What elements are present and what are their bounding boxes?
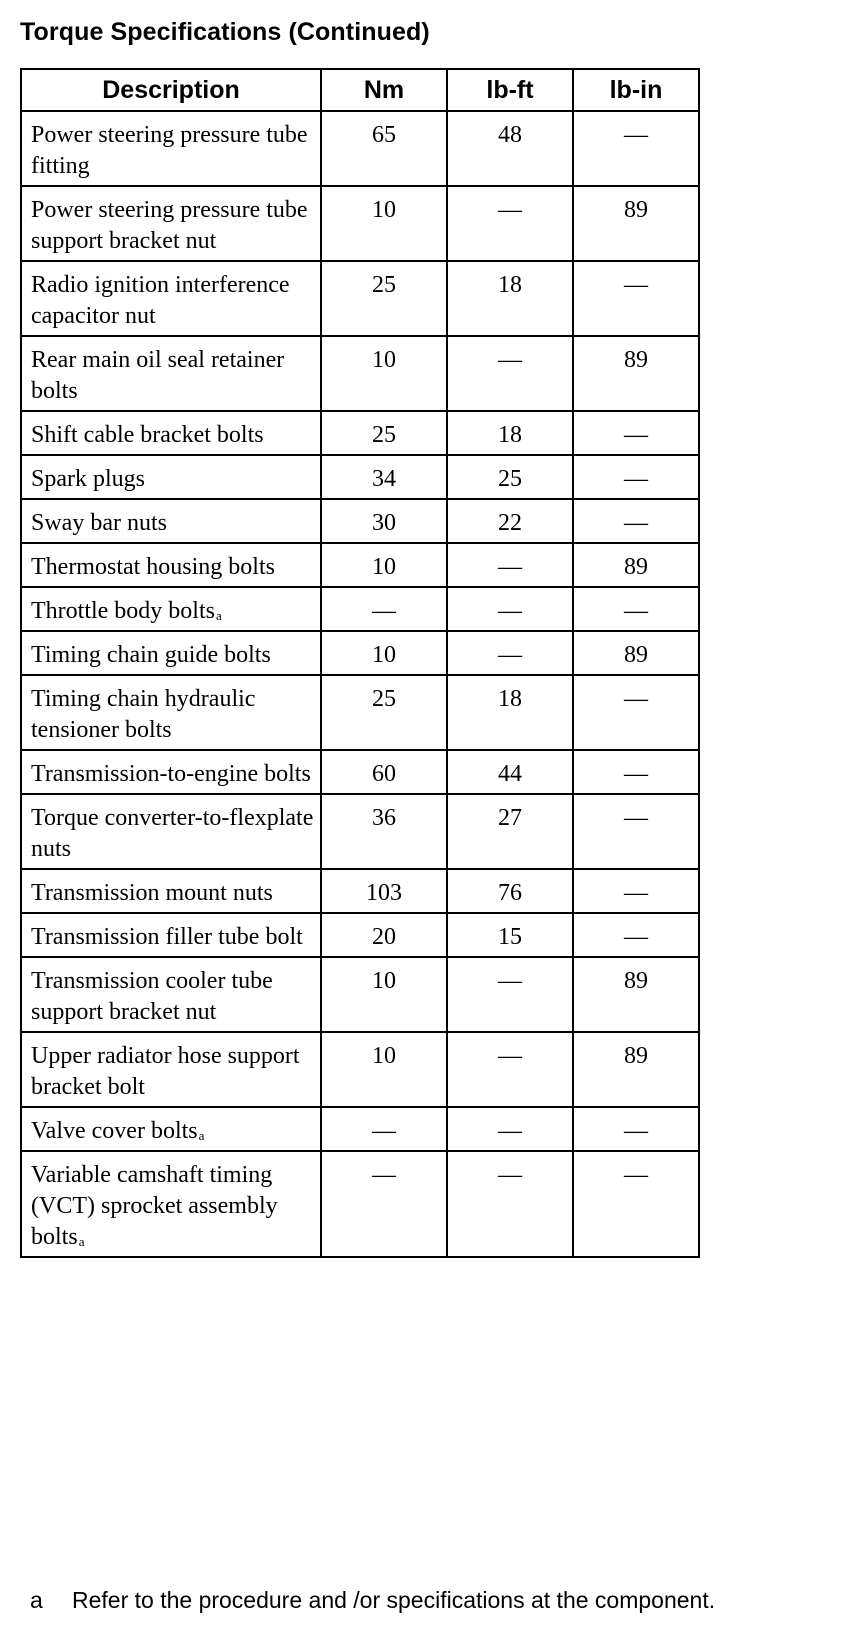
table-row: [21, 631, 699, 675]
cell-lbft: 44: [447, 750, 573, 794]
cell-description: [21, 543, 321, 587]
table-row: [21, 455, 699, 499]
cell-description: [21, 675, 321, 750]
cell-lbin: 89: [573, 336, 699, 411]
table-row: [21, 186, 699, 261]
cell-lbin: 89: [573, 543, 699, 587]
cell-lbft: 22: [447, 499, 573, 543]
cell-lbft: 18: [447, 675, 573, 750]
description-text: Valve cover bolts: [31, 1118, 198, 1144]
description-text: Power steering pressure tube support bracket nut: [31, 197, 308, 254]
cell-description: [21, 869, 321, 913]
description-text: Timing chain hydraulic tensioner bolts: [31, 686, 256, 743]
footnote-ref: a: [215, 608, 222, 623]
cell-description: [21, 957, 321, 1032]
cell-nm: 65: [321, 111, 447, 186]
description-text: Rear main oil seal retainer bolts: [31, 347, 285, 404]
cell-lbft: —: [447, 1032, 573, 1107]
description-text: Transmission filler tube bolt: [31, 924, 303, 950]
description-text: Throttle body bolts: [31, 598, 215, 624]
cell-nm: —: [321, 587, 447, 631]
page-title: Torque Specifications (Continued): [20, 18, 430, 46]
cell-nm: 30: [321, 499, 447, 543]
footnote-ref: a: [198, 1128, 205, 1143]
cell-lbft: —: [447, 1151, 573, 1257]
description-text: Thermostat housing bolts: [31, 554, 275, 580]
table-row: [21, 957, 699, 1032]
cell-description: [21, 1107, 321, 1151]
cell-lbft: —: [447, 587, 573, 631]
header-lbin: lb-in: [573, 69, 699, 111]
footnote-ref: a: [78, 1234, 85, 1249]
cell-lbft: 27: [447, 794, 573, 869]
cell-description: [21, 750, 321, 794]
cell-nm: 10: [321, 336, 447, 411]
header-nm: Nm: [321, 69, 447, 111]
cell-lbin: —: [573, 587, 699, 631]
table-row: [21, 411, 699, 455]
table-row: [21, 1151, 699, 1257]
cell-lbft: 25: [447, 455, 573, 499]
cell-description: [21, 794, 321, 869]
table-row: [21, 261, 699, 336]
description-text: Power steering pressure tube fitting: [31, 122, 308, 179]
cell-nm: 10: [321, 1032, 447, 1107]
cell-lbft: —: [447, 1107, 573, 1151]
cell-description: [21, 336, 321, 411]
cell-nm: 10: [321, 543, 447, 587]
footnote-text: Refer to the procedure and /or specifications at the component.: [72, 1587, 716, 1613]
footnote-mark: a: [30, 1587, 43, 1613]
cell-lbin: 89: [573, 1032, 699, 1107]
description-text: Transmission cooler tube support bracket nut: [31, 968, 273, 1025]
cell-lbin: —: [573, 411, 699, 455]
cell-nm: 20: [321, 913, 447, 957]
cell-lbin: —: [573, 869, 699, 913]
table-row: [21, 1032, 699, 1107]
table-body: [21, 111, 699, 1257]
table-row: [21, 499, 699, 543]
cell-nm: 103: [321, 869, 447, 913]
table-row: [21, 587, 699, 631]
description-text: Transmission-to-engine bolts: [31, 761, 311, 787]
cell-lbin: —: [573, 913, 699, 957]
header-lbft: lb-ft: [447, 69, 573, 111]
cell-lbin: —: [573, 1107, 699, 1151]
cell-description: [21, 111, 321, 186]
table-row: [21, 913, 699, 957]
cell-description: [21, 261, 321, 336]
cell-lbin: —: [573, 261, 699, 336]
cell-lbin: 89: [573, 186, 699, 261]
cell-description: [21, 186, 321, 261]
table-row: [21, 794, 699, 869]
description-text: Upper radiator hose support bracket bolt: [31, 1043, 300, 1100]
torque-spec-table: [20, 68, 700, 1258]
description-text: Variable camshaft timing (VCT) sprocket assembly bolts: [31, 1162, 278, 1250]
cell-lbin: 89: [573, 631, 699, 675]
cell-nm: —: [321, 1151, 447, 1257]
cell-lbft: —: [447, 543, 573, 587]
cell-nm: 10: [321, 957, 447, 1032]
cell-description: [21, 587, 321, 631]
cell-nm: 25: [321, 411, 447, 455]
cell-lbin: —: [573, 111, 699, 186]
table-row: [21, 1107, 699, 1151]
cell-nm: —: [321, 1107, 447, 1151]
cell-lbft: —: [447, 186, 573, 261]
cell-lbin: —: [573, 455, 699, 499]
description-text: Radio ignition interference capacitor nut: [31, 272, 290, 329]
description-text: Transmission mount nuts: [31, 880, 273, 906]
table-row: [21, 543, 699, 587]
table-row: [21, 750, 699, 794]
cell-lbft: 48: [447, 111, 573, 186]
cell-nm: 25: [321, 261, 447, 336]
description-text: Timing chain guide bolts: [31, 642, 271, 668]
cell-description: [21, 411, 321, 455]
footnote: [30, 1587, 715, 1614]
cell-nm: 10: [321, 186, 447, 261]
description-text: Sway bar nuts: [31, 510, 167, 536]
cell-description: [21, 499, 321, 543]
description-text: Torque converter-to-flexplate nuts: [31, 805, 314, 862]
cell-description: [21, 455, 321, 499]
cell-lbft: 18: [447, 411, 573, 455]
cell-lbin: —: [573, 1151, 699, 1257]
table-row: [21, 336, 699, 411]
cell-description: [21, 1032, 321, 1107]
cell-nm: 25: [321, 675, 447, 750]
cell-description: [21, 913, 321, 957]
cell-lbft: 15: [447, 913, 573, 957]
cell-nm: 34: [321, 455, 447, 499]
cell-lbft: —: [447, 631, 573, 675]
cell-lbin: —: [573, 499, 699, 543]
cell-description: [21, 631, 321, 675]
cell-nm: 36: [321, 794, 447, 869]
cell-lbin: 89: [573, 957, 699, 1032]
cell-description: [21, 1151, 321, 1257]
table-row: [21, 869, 699, 913]
table-header-row: [21, 69, 699, 111]
cell-lbft: —: [447, 957, 573, 1032]
cell-lbft: —: [447, 336, 573, 411]
cell-lbin: —: [573, 675, 699, 750]
table-row: [21, 675, 699, 750]
cell-lbin: —: [573, 794, 699, 869]
description-text: Shift cable bracket bolts: [31, 422, 264, 448]
cell-nm: 10: [321, 631, 447, 675]
cell-lbft: 76: [447, 869, 573, 913]
description-text: Spark plugs: [31, 466, 145, 492]
header-description: Description: [21, 69, 321, 111]
cell-lbft: 18: [447, 261, 573, 336]
cell-nm: 60: [321, 750, 447, 794]
table-row: [21, 111, 699, 186]
cell-lbin: —: [573, 750, 699, 794]
